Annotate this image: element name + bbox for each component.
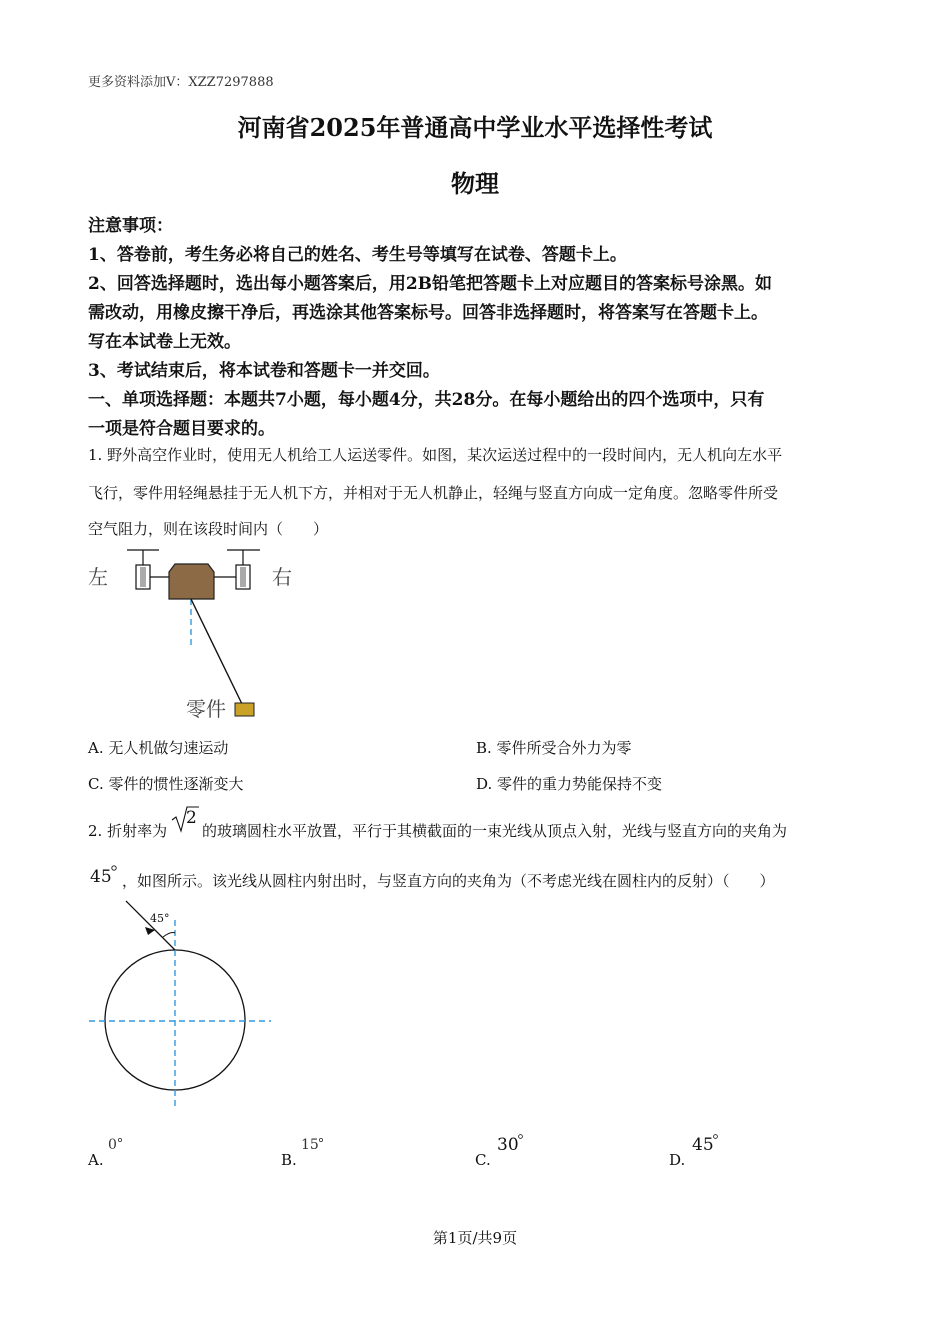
- incident-ray: [126, 901, 175, 950]
- q2-text-post: 的玻璃圆柱水平放置，平行于其横截面的一束光线从顶点入射，光线与竖直方向的夹角为: [202, 822, 788, 840]
- left-direction-label: 左: [88, 565, 108, 589]
- q2-option-c-value: 30: [497, 1135, 519, 1155]
- q2-text-line2: ，如图所示。该光线从圆柱内射出时，与竖直方向的夹角为（不考虑光线在圆柱内的反射）（ ）: [122, 872, 775, 890]
- angle-45-value: 45: [90, 867, 112, 887]
- part-label: 零件: [186, 697, 226, 721]
- degree-symbol: [110, 864, 118, 872]
- instruction-line: 1、答卷前，考生务必将自己的姓名、考生号等填写在试卷、答题卡上。: [88, 245, 627, 265]
- q2-option-c-letter: C.: [475, 1151, 491, 1169]
- sqrt-radicand: 2: [186, 808, 197, 828]
- drone-body: [169, 564, 214, 599]
- header-note: 更多资料添加V：XZZ7297888: [88, 75, 274, 90]
- angle-arc: [163, 933, 175, 938]
- q2-cylinder-figure: [85, 895, 285, 1115]
- part-box: [235, 703, 254, 716]
- q2-option-a-value: 0: [108, 1137, 117, 1153]
- rope: [191, 599, 242, 704]
- exam-title: 河南省2025年普通高中学业水平选择性考试: [237, 113, 713, 142]
- degree-symbol: [712, 1133, 719, 1140]
- q1-text-line: 1. 野外高空作业时，使用无人机给工人运送零件。如图，某次运送过程中的一段时间内，无人机向左水平: [88, 446, 783, 464]
- subject-title: 物理: [451, 169, 499, 198]
- degree-symbol: [318, 1137, 324, 1143]
- instruction-line: 3、考试结束后，将本试卷和答题卡一并交回。: [88, 361, 440, 381]
- q2-option-a-letter: A.: [88, 1151, 104, 1169]
- instruction-line: 2、回答选择题时，选出每小题答案后，用2B铅笔把答题卡上对应题目的答案标号涂黑。如: [88, 274, 773, 294]
- q2-option-b-value: 15: [301, 1137, 319, 1153]
- right-motor-inner: [240, 567, 246, 587]
- q1-option-c: C. 零件的惯性逐渐变大: [88, 775, 244, 793]
- instructions-heading: 注意事项：: [88, 216, 173, 236]
- q2-option-b-letter: B.: [281, 1151, 297, 1169]
- q1-option-b: B. 零件所受合外力为零: [476, 739, 632, 757]
- section-heading-line: 一、单项选择题：本题共7小题，每小题4分，共28分。在每小题给出的四个选项中，只有: [88, 390, 765, 410]
- instruction-line: 写在本试卷上无效。: [88, 332, 241, 352]
- figure-angle-label: 45°: [150, 912, 170, 925]
- right-direction-label: 右: [272, 565, 292, 589]
- page-footer: 第1页/共9页: [432, 1229, 518, 1247]
- instruction-line: 需改动，用橡皮擦干净后，再选涂其他答案标号。回答非选择题时，将答案写在答题卡上。: [88, 303, 768, 323]
- q2-option-d-letter: D.: [669, 1151, 686, 1169]
- q1-option-a: A. 无人机做匀速运动: [88, 739, 229, 757]
- q2-option-d-value: 45: [692, 1135, 714, 1155]
- q1-text-line: 飞行，零件用轻绳悬挂于无人机下方，并相对于无人机静止，轻绳与竖直方向成一定角度。忽略零件所受: [88, 484, 779, 502]
- section-heading-line: 一项是符合题目要求的。: [88, 419, 275, 439]
- q1-text-line: 空气阻力，则在该段时间内（ ）: [88, 520, 329, 538]
- q1-option-d: D. 零件的重力势能保持不变: [476, 775, 663, 793]
- degree-symbol: [117, 1137, 123, 1143]
- degree-symbol: [517, 1133, 524, 1140]
- left-motor-inner: [140, 567, 146, 587]
- q2-text-pre: 2. 折射率为: [88, 822, 168, 840]
